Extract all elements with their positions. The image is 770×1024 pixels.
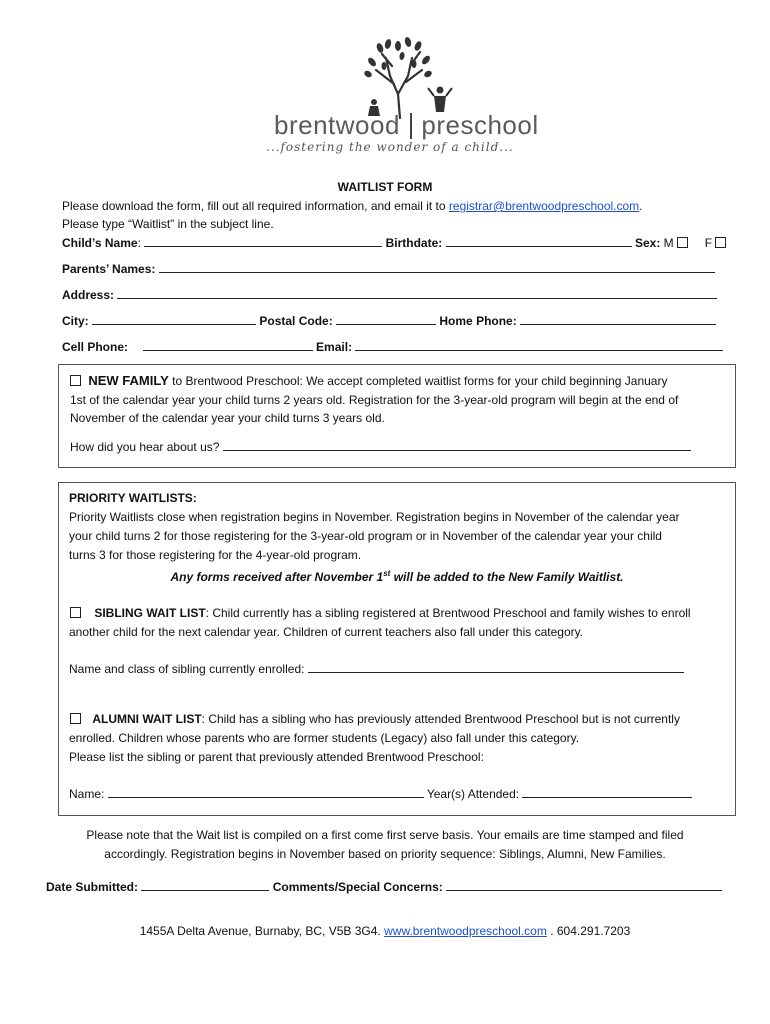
address-label: Address: bbox=[62, 288, 115, 302]
sibling-name-field[interactable] bbox=[308, 660, 684, 673]
form-title: WAITLIST FORM bbox=[337, 180, 433, 194]
sex-m-checkbox[interactable] bbox=[677, 237, 688, 248]
school-address: 1455A Delta Avenue, Burnaby, BC, V5B 3G4. bbox=[139, 924, 381, 938]
logo-wordmark-left: brentwood bbox=[274, 110, 400, 140]
website-link[interactable]: www.brentwoodpreschool.com bbox=[384, 924, 547, 938]
birthdate-label: Birthdate: bbox=[385, 236, 443, 250]
submission-row bbox=[46, 878, 722, 896]
childs-name-label: Child’s Name bbox=[62, 236, 138, 250]
sex-m-label: M bbox=[663, 236, 674, 250]
parents-names-field[interactable] bbox=[159, 260, 715, 273]
intro-line bbox=[62, 197, 643, 215]
city-label: City: bbox=[62, 314, 89, 328]
new-family-line3: November of the calendar year your child turns 3 years old. bbox=[70, 411, 385, 425]
parents-names-label: Parents’ Names bbox=[62, 262, 152, 276]
new-family-checkbox[interactable] bbox=[70, 375, 81, 386]
city-row bbox=[62, 312, 716, 330]
address-row bbox=[62, 286, 717, 304]
postal-code-label: Postal Code: bbox=[259, 314, 333, 328]
sibling-name-label: Name and class of sibling currently enrolled: bbox=[69, 662, 305, 676]
hear-about-field[interactable] bbox=[223, 438, 691, 451]
priority-line3: turns 3 for those registering for the 4-year-old program. bbox=[69, 548, 362, 562]
hear-about-label: How did you hear about us? bbox=[70, 440, 220, 454]
new-family-line1-text: to Brentwood Preschool: We accept completed waitlist forms for your child beginning January bbox=[172, 374, 668, 388]
new-family-line2: 1st of the calendar year your child turns 2 years old. Registration for the 3-year-old program will begin at the end of bbox=[70, 393, 679, 407]
sibling-name-row bbox=[69, 660, 684, 678]
postal-code-field[interactable] bbox=[336, 312, 436, 325]
intro-end: . bbox=[639, 199, 643, 213]
comments-label: Comments/Special Concerns: bbox=[272, 880, 443, 894]
email-field[interactable] bbox=[355, 338, 723, 351]
alumni-checkbox[interactable] bbox=[70, 713, 81, 724]
waitlist-note-line2: accordingly. Registration begins in November based on priority sequence: Siblings, Alumni, New Families. bbox=[104, 847, 666, 861]
hear-about-row bbox=[70, 438, 691, 456]
sex-label: Sex: bbox=[634, 236, 661, 250]
logo-divider bbox=[410, 113, 412, 139]
cell-phone-field[interactable] bbox=[143, 338, 313, 351]
priority-line1: Priority Waitlists close when registration begins in November. Registration begins in November of the calendar year bbox=[69, 510, 680, 524]
alumni-heading: ALUMNI WAIT LIST bbox=[92, 712, 202, 726]
alumni-line2: enrolled. Children whose parents who are former students (Legacy) also fall under this category. bbox=[69, 731, 580, 745]
alumni-line3: Please list the sibling or parent that previously attended Brentwood Preschool: bbox=[69, 750, 484, 764]
sex-f-label: F bbox=[704, 236, 713, 250]
sibling-checkbox[interactable] bbox=[70, 607, 81, 618]
sibling-line1 bbox=[70, 604, 691, 622]
alumni-name-label: Name: bbox=[69, 787, 105, 801]
comments-field[interactable] bbox=[446, 878, 722, 891]
birthdate-field[interactable] bbox=[446, 234, 632, 247]
home-phone-label: Home Phone: bbox=[439, 314, 517, 328]
contact-footer bbox=[0, 922, 770, 940]
note-post: will be added to the New Family Waitlist. bbox=[393, 570, 624, 584]
school-phone: . 604.291.7203 bbox=[550, 924, 631, 938]
tree-icon bbox=[262, 36, 512, 120]
alumni-name-row bbox=[69, 785, 692, 803]
alumni-name-field[interactable] bbox=[108, 785, 424, 798]
sex-f-checkbox[interactable] bbox=[715, 237, 726, 248]
priority-line2: your child turns 2 for those registering for the 3-year-old program or in November of the calendar year your child bbox=[69, 529, 662, 543]
cell-phone-label: Cell Phone: bbox=[62, 340, 129, 354]
new-family-heading: NEW FAMILY bbox=[88, 373, 169, 388]
intro-text: Please download the form, fill out all required information, and email it to bbox=[62, 199, 446, 213]
registrar-email-link[interactable]: registrar@brentwoodpreschool.com bbox=[448, 199, 640, 213]
note-sup: st bbox=[383, 569, 391, 578]
logo-tagline: ...fostering the wonder of a child... bbox=[266, 140, 514, 154]
note-pre: Any forms received after November 1 bbox=[170, 570, 384, 584]
years-attended-label: Year(s) Attended: bbox=[426, 787, 520, 801]
sibling-line1-text: : Child currently has a sibling registered at Brentwood Preschool and family wishes to enroll bbox=[205, 606, 691, 620]
logo-wordmark-right: preschool bbox=[421, 110, 539, 140]
parents-row: Parents’ Names: bbox=[62, 260, 715, 278]
logo bbox=[262, 36, 539, 156]
email-label: Email: bbox=[316, 340, 353, 354]
waitlist-note-line1: Please note that the Wait list is compiled on a first come first serve basis. Your emails are time stamped and filed bbox=[86, 828, 684, 842]
date-submitted-label: Date Submitted: bbox=[46, 880, 139, 894]
childs-name-field[interactable] bbox=[144, 234, 382, 247]
date-submitted-field[interactable] bbox=[141, 878, 269, 891]
home-phone-field[interactable] bbox=[520, 312, 716, 325]
new-family-line1 bbox=[70, 372, 667, 390]
address-field[interactable] bbox=[117, 286, 717, 299]
alumni-line1 bbox=[70, 710, 680, 728]
priority-deadline-note bbox=[0, 565, 770, 586]
years-attended-field[interactable] bbox=[522, 785, 692, 798]
sibling-line2: another child for the next calendar year. Children of current teachers also fall under this category. bbox=[69, 625, 584, 639]
cell-row bbox=[62, 338, 723, 356]
priority-heading: PRIORITY WAITLISTS: bbox=[69, 491, 197, 505]
sibling-heading: SIBLING WAIT LIST bbox=[94, 606, 206, 620]
child-row: Child’s Name: Birthdate: Sex: M F bbox=[62, 234, 730, 252]
subject-line-note: Please type “Waitlist” in the subject line. bbox=[62, 217, 274, 231]
alumni-line1-text: : Child has a sibling who has previously attended Brentwood Preschool but is not currently bbox=[201, 712, 680, 726]
city-field[interactable] bbox=[92, 312, 256, 325]
